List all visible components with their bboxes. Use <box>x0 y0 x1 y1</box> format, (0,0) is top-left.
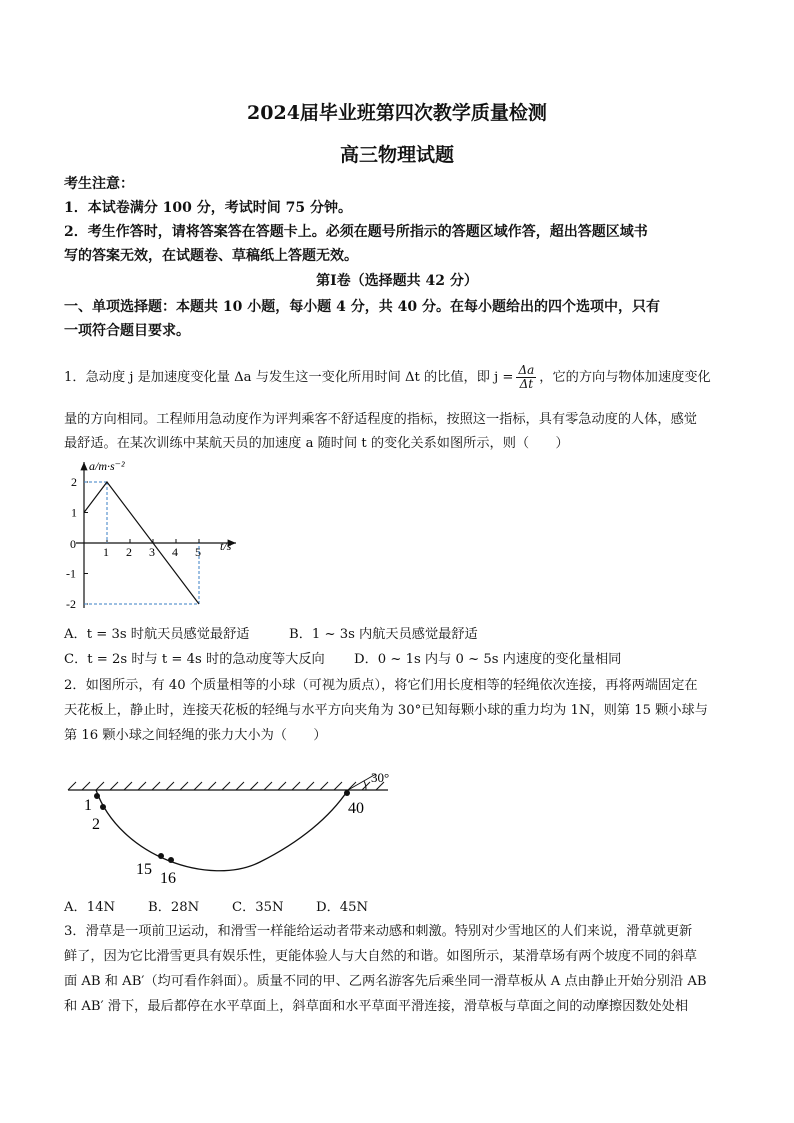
y-tick-label-2: 2 <box>71 475 77 489</box>
y-tick-label--2: -2 <box>66 597 76 611</box>
ball-label-1: 1 <box>84 797 92 814</box>
notice-item-2-line-2: 写的答案无效，在试题卷、草稿纸上答题无效。 <box>64 248 358 264</box>
ceiling-hatching <box>68 782 384 790</box>
q1-frac-numerator: Δa <box>518 363 535 377</box>
q1-fraction <box>516 364 536 391</box>
x-tick-label-2: 2 <box>126 545 132 559</box>
q1-options-row-1 <box>64 625 478 645</box>
angle-label: 30° <box>371 770 390 785</box>
notice-item-1: 1．本试卷满分 100 分，考试时间 75 分钟。 <box>64 200 352 216</box>
section-instruction-line-1: 一、单项选择题：本题共 10 小题，每小题 4 分，共 40 分。在每小题给出的四个选项中，只有 <box>64 299 660 315</box>
ball-label-16: 16 <box>160 870 176 887</box>
origin-label: 0 <box>70 537 76 551</box>
y-axis-label: a/m·s⁻² <box>89 459 125 473</box>
y-tick-label--1: -1 <box>66 566 76 581</box>
q3-line-2: 鲜了，因为它比滑雪更具有娱乐性，更能体验人与大自然的和谐。如图所示，某滑草场有两个坡度不同的斜草 <box>64 949 697 964</box>
exam-subtitle: 高三物理试题 <box>339 144 454 166</box>
ball-16 <box>168 857 174 863</box>
q2-option-d[interactable]: D．45N <box>316 900 369 915</box>
angle-arc <box>364 781 366 790</box>
q2-line-1: 2．如图所示，有 40 个质量相等的小球（可视为质点），将它们用长度相等的轻绳依次连接，再将两端固定在 <box>64 678 698 693</box>
q1-option-d[interactable]: D．0 ~ 1s 内与 0 ~ 5s 内速度的变化量相同 <box>354 652 622 667</box>
q1-option-b[interactable]: B．1 ~ 3s 内航天员感觉最舒适 <box>289 627 478 642</box>
ball-15 <box>158 853 164 859</box>
section-instruction-line-2: 一项符合题目要求。 <box>64 323 190 339</box>
ball-label-2: 2 <box>92 816 100 833</box>
q1-option-a[interactable]: A．t = 3s 时航天员感觉最舒适 <box>64 627 250 642</box>
x-tick-label-4: 4 <box>172 545 178 559</box>
hanging-chain-diagram <box>60 762 400 892</box>
q2-options-row <box>64 898 368 918</box>
x-tick-label-5: 5 <box>195 545 201 559</box>
q1-options-row-2 <box>64 650 621 670</box>
q2-line-3: 第 16 颗小球之间轻绳的张力大小为（ ） <box>64 728 327 743</box>
ball-2 <box>100 804 106 810</box>
ball-40 <box>344 790 350 796</box>
chain-curve <box>96 790 348 871</box>
q3-line-4: 和 AB′ 滑下，最后都停在水平草面上，斜草面和水平草面平滑连接，滑草板与草面之间的动摩擦因数处处相 <box>64 999 689 1014</box>
y-tick-label-1: 1 <box>71 505 77 520</box>
x-tick-label-3: 3 <box>149 545 155 559</box>
q1-line-1-text-b: ，它的方向与物体加速度变化 <box>539 370 711 385</box>
x-axis-label: t/s <box>220 539 232 553</box>
ball-1 <box>94 793 100 799</box>
q1-line-3: 最舒适。在某次训练中某航天员的加速度 a 随时间 t 的变化关系如图所示，则（ ） <box>64 436 569 451</box>
x-tick-label-1: 1 <box>103 545 109 559</box>
q1-line-1-text-a: 1．急动度 j 是加速度变化量 Δa 与发生这一变化所用时间 Δt 的比值，即 j = <box>64 370 514 385</box>
ball-label-15: 15 <box>136 861 152 878</box>
q2-option-b[interactable]: B．28N <box>148 900 200 915</box>
q1-option-c[interactable]: C．t = 2s 时与 t = 4s 时的急动度等大反向 <box>64 652 325 667</box>
notice-heading: 考生注意： <box>64 176 134 192</box>
q1-line-2: 量的方向相同。工程师用急动度作为评判乘客不舒适程度的指标，按照这一指标，具有零急动度的人体，感觉 <box>64 412 697 427</box>
q2-option-c[interactable]: C．35N <box>232 900 284 915</box>
q2-option-a[interactable]: A．14N <box>64 900 116 915</box>
q1-frac-denominator: Δt <box>519 377 534 391</box>
ball-label-40: 40 <box>348 800 364 817</box>
q1-line-1 <box>64 364 734 391</box>
q2-line-2: 天花板上，静止时，连接天花板的轻绳与水平方向夹角为 30°已知每颗小球的重力均为 1N，则第 15 颗小球与 <box>64 703 708 718</box>
notice-item-2-line-1: 2．考生作答时，请将答案答在答题卡上。必须在题号所指示的答题区域作答，超出答题区域书 <box>64 224 648 240</box>
q3-line-3: 面 AB 和 AB′（均可看作斜面）。质量不同的甲、乙两名游客先后乘坐同一滑草板从 A 点由静止开始分别沿 AB <box>64 974 707 989</box>
acceleration-time-chart <box>58 456 258 616</box>
volume-heading: 第Ⅰ卷（选择题共 42 分） <box>316 273 478 289</box>
q3-line-1: 3．滑草是一项前卫运动，和滑雪一样能给运动者带来动感和刺激。特别对少雪地区的人们来说，滑草就更新 <box>64 924 693 939</box>
exam-title: 2024届毕业班第四次教学质量检测 <box>247 102 547 124</box>
